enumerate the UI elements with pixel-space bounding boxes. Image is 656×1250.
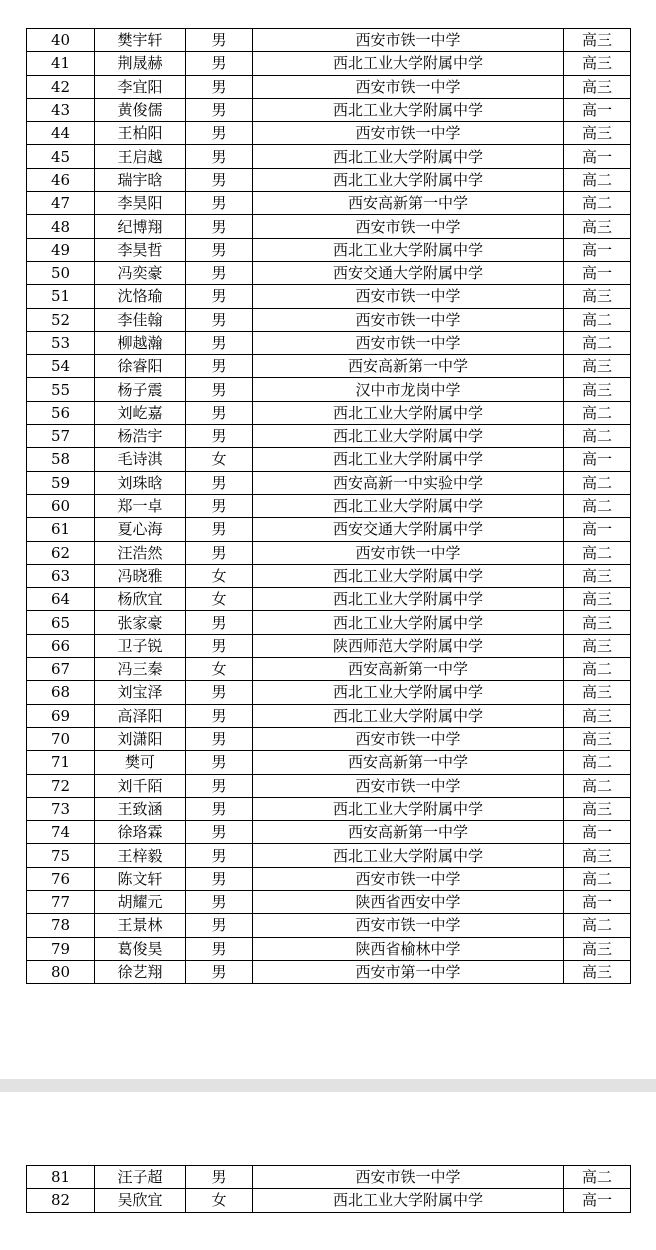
school-name-cell: 西安高新第一中学 — [253, 355, 564, 378]
student-name-cell: 李昊哲 — [95, 238, 186, 261]
student-name-cell: 黄俊儒 — [95, 98, 186, 121]
gender-cell: 男 — [186, 890, 253, 913]
student-name-cell: 王梓毅 — [95, 844, 186, 867]
gender-cell: 男 — [186, 797, 253, 820]
school-name-cell: 西安市铁一中学 — [253, 285, 564, 308]
gender-cell: 男 — [186, 494, 253, 517]
grade-level-cell: 高一 — [564, 1189, 631, 1212]
student-name-cell: 刘屹嘉 — [95, 401, 186, 424]
student-name-cell: 徐睿阳 — [95, 355, 186, 378]
gender-cell: 男 — [186, 29, 253, 52]
roster-table-body — [27, 1166, 631, 1213]
grade-level-cell: 高二 — [564, 541, 631, 564]
school-name-cell: 西北工业大学附属中学 — [253, 494, 564, 517]
row-number-cell: 68 — [27, 681, 95, 704]
school-name-cell: 西安市铁一中学 — [253, 867, 564, 890]
grade-level-cell: 高二 — [564, 192, 631, 215]
student-name-cell: 李佳翰 — [95, 308, 186, 331]
gender-cell: 男 — [186, 425, 253, 448]
table-row — [27, 29, 631, 52]
row-number-cell: 78 — [27, 914, 95, 937]
school-name-cell: 西北工业大学附属中学 — [253, 611, 564, 634]
table-row — [27, 727, 631, 750]
grade-level-cell: 高二 — [564, 168, 631, 191]
school-name-cell: 西安高新第一中学 — [253, 821, 564, 844]
school-name-cell: 西安市铁一中学 — [253, 75, 564, 98]
school-name-cell: 西北工业大学附属中学 — [253, 425, 564, 448]
row-number-cell: 60 — [27, 494, 95, 517]
row-number-cell: 76 — [27, 867, 95, 890]
student-name-cell: 王启越 — [95, 145, 186, 168]
table-row — [27, 261, 631, 284]
school-name-cell: 西安高新一中实验中学 — [253, 471, 564, 494]
row-number-cell: 64 — [27, 588, 95, 611]
school-name-cell: 西安市铁一中学 — [253, 1166, 564, 1189]
gender-cell: 男 — [186, 471, 253, 494]
grade-level-cell: 高二 — [564, 471, 631, 494]
row-number-cell: 56 — [27, 401, 95, 424]
grade-level-cell: 高一 — [564, 261, 631, 284]
row-number-cell: 66 — [27, 634, 95, 657]
student-name-cell: 纪博翔 — [95, 215, 186, 238]
student-name-cell: 刘宝泽 — [95, 681, 186, 704]
grade-level-cell: 高二 — [564, 914, 631, 937]
grade-level-cell: 高二 — [564, 494, 631, 517]
grade-level-cell: 高三 — [564, 704, 631, 727]
grade-level-cell: 高三 — [564, 285, 631, 308]
gender-cell: 男 — [186, 844, 253, 867]
student-name-cell: 郑一卓 — [95, 494, 186, 517]
table-row — [27, 774, 631, 797]
row-number-cell: 63 — [27, 564, 95, 587]
school-name-cell: 西安高新第一中学 — [253, 192, 564, 215]
row-number-cell: 74 — [27, 821, 95, 844]
school-name-cell: 陕西师范大学附属中学 — [253, 634, 564, 657]
grade-level-cell: 高二 — [564, 658, 631, 681]
gender-cell: 男 — [186, 308, 253, 331]
student-name-cell: 沈恪瑜 — [95, 285, 186, 308]
grade-level-cell: 高一 — [564, 238, 631, 261]
gender-cell: 女 — [186, 1189, 253, 1212]
table-row — [27, 844, 631, 867]
gender-cell: 女 — [186, 564, 253, 587]
table-row — [27, 751, 631, 774]
school-name-cell: 西安市铁一中学 — [253, 541, 564, 564]
table-row — [27, 355, 631, 378]
table-row — [27, 75, 631, 98]
student-name-cell: 王景林 — [95, 914, 186, 937]
grade-level-cell: 高三 — [564, 52, 631, 75]
table-row — [27, 821, 631, 844]
row-number-cell: 54 — [27, 355, 95, 378]
table-row — [27, 192, 631, 215]
school-name-cell: 西安高新第一中学 — [253, 751, 564, 774]
student-name-cell: 王致涵 — [95, 797, 186, 820]
row-number-cell: 75 — [27, 844, 95, 867]
gender-cell: 男 — [186, 867, 253, 890]
row-number-cell: 51 — [27, 285, 95, 308]
grade-level-cell: 高三 — [564, 215, 631, 238]
row-number-cell: 69 — [27, 704, 95, 727]
gender-cell: 男 — [186, 611, 253, 634]
row-number-cell: 40 — [27, 29, 95, 52]
table-row — [27, 425, 631, 448]
table-row — [27, 960, 631, 983]
gender-cell: 男 — [186, 122, 253, 145]
student-name-cell: 荆晟赫 — [95, 52, 186, 75]
table-row — [27, 541, 631, 564]
school-name-cell: 西安市铁一中学 — [253, 914, 564, 937]
row-number-cell: 44 — [27, 122, 95, 145]
gender-cell: 女 — [186, 658, 253, 681]
gender-cell: 男 — [186, 774, 253, 797]
gender-cell: 女 — [186, 448, 253, 471]
grade-level-cell: 高三 — [564, 611, 631, 634]
school-name-cell: 西北工业大学附属中学 — [253, 238, 564, 261]
student-name-cell: 王柏阳 — [95, 122, 186, 145]
gender-cell: 男 — [186, 75, 253, 98]
gender-cell: 男 — [186, 52, 253, 75]
gender-cell: 男 — [186, 634, 253, 657]
school-name-cell: 陕西省西安中学 — [253, 890, 564, 913]
table-row — [27, 914, 631, 937]
student-name-cell: 汪子超 — [95, 1166, 186, 1189]
student-name-cell: 樊可 — [95, 751, 186, 774]
student-name-cell: 胡耀元 — [95, 890, 186, 913]
row-number-cell: 45 — [27, 145, 95, 168]
grade-level-cell: 高三 — [564, 564, 631, 587]
grade-level-cell: 高二 — [564, 308, 631, 331]
grade-level-cell: 高二 — [564, 1166, 631, 1189]
gender-cell: 男 — [186, 914, 253, 937]
gender-cell: 男 — [186, 261, 253, 284]
student-name-cell: 张家豪 — [95, 611, 186, 634]
table-row — [27, 867, 631, 890]
table-row — [27, 704, 631, 727]
gender-cell: 男 — [186, 355, 253, 378]
school-name-cell: 西安交通大学附属中学 — [253, 261, 564, 284]
student-name-cell: 冯晓雅 — [95, 564, 186, 587]
grade-level-cell: 高三 — [564, 960, 631, 983]
grade-level-cell: 高三 — [564, 378, 631, 401]
grade-level-cell: 高三 — [564, 122, 631, 145]
grade-level-cell: 高一 — [564, 518, 631, 541]
gender-cell: 男 — [186, 238, 253, 261]
roster-table-page-1 — [26, 28, 631, 984]
school-name-cell: 汉中市龙岗中学 — [253, 378, 564, 401]
gender-cell: 男 — [186, 960, 253, 983]
row-number-cell: 73 — [27, 797, 95, 820]
row-number-cell: 82 — [27, 1189, 95, 1212]
row-number-cell: 67 — [27, 658, 95, 681]
row-number-cell: 77 — [27, 890, 95, 913]
student-name-cell: 李昊阳 — [95, 192, 186, 215]
row-number-cell: 62 — [27, 541, 95, 564]
student-name-cell: 刘潇阳 — [95, 727, 186, 750]
row-number-cell: 59 — [27, 471, 95, 494]
grade-level-cell: 高三 — [564, 727, 631, 750]
grade-level-cell: 高二 — [564, 867, 631, 890]
gender-cell: 男 — [186, 727, 253, 750]
table-row — [27, 448, 631, 471]
table-row — [27, 937, 631, 960]
school-name-cell: 西北工业大学附属中学 — [253, 52, 564, 75]
gender-cell: 男 — [186, 378, 253, 401]
grade-level-cell: 高一 — [564, 821, 631, 844]
row-number-cell: 41 — [27, 52, 95, 75]
student-name-cell: 刘珠晗 — [95, 471, 186, 494]
table-row — [27, 797, 631, 820]
student-name-cell: 杨欣宜 — [95, 588, 186, 611]
school-name-cell: 西北工业大学附属中学 — [253, 564, 564, 587]
table-row — [27, 681, 631, 704]
table-row — [27, 890, 631, 913]
grade-level-cell: 高一 — [564, 448, 631, 471]
table-row — [27, 168, 631, 191]
student-name-cell: 徐珞霖 — [95, 821, 186, 844]
table-row — [27, 122, 631, 145]
row-number-cell: 47 — [27, 192, 95, 215]
school-name-cell: 西北工业大学附属中学 — [253, 145, 564, 168]
gender-cell: 男 — [186, 215, 253, 238]
school-name-cell: 西北工业大学附属中学 — [253, 797, 564, 820]
grade-level-cell: 高二 — [564, 751, 631, 774]
grade-level-cell: 高三 — [564, 75, 631, 98]
student-name-cell: 徐艺翔 — [95, 960, 186, 983]
grade-level-cell: 高三 — [564, 588, 631, 611]
row-number-cell: 49 — [27, 238, 95, 261]
grade-level-cell: 高一 — [564, 145, 631, 168]
row-number-cell: 72 — [27, 774, 95, 797]
row-number-cell: 58 — [27, 448, 95, 471]
gender-cell: 男 — [186, 285, 253, 308]
student-name-cell: 夏心海 — [95, 518, 186, 541]
table-row — [27, 611, 631, 634]
gender-cell: 男 — [186, 331, 253, 354]
school-name-cell: 西北工业大学附属中学 — [253, 1189, 564, 1212]
gender-cell: 男 — [186, 751, 253, 774]
student-name-cell: 杨子震 — [95, 378, 186, 401]
student-name-cell: 樊宇轩 — [95, 29, 186, 52]
grade-level-cell: 高二 — [564, 425, 631, 448]
table-row — [27, 588, 631, 611]
gender-cell: 男 — [186, 1166, 253, 1189]
row-number-cell: 42 — [27, 75, 95, 98]
grade-level-cell: 高三 — [564, 355, 631, 378]
grade-level-cell: 高三 — [564, 797, 631, 820]
gender-cell: 男 — [186, 98, 253, 121]
grade-level-cell: 高一 — [564, 890, 631, 913]
school-name-cell: 西安市铁一中学 — [253, 122, 564, 145]
roster-table-body — [27, 29, 631, 984]
gender-cell: 男 — [186, 192, 253, 215]
student-name-cell: 刘千陌 — [95, 774, 186, 797]
gender-cell: 男 — [186, 821, 253, 844]
row-number-cell: 61 — [27, 518, 95, 541]
table-row — [27, 308, 631, 331]
student-name-cell: 杨浩宇 — [95, 425, 186, 448]
school-name-cell: 西安市铁一中学 — [253, 308, 564, 331]
row-number-cell: 79 — [27, 937, 95, 960]
school-name-cell: 西北工业大学附属中学 — [253, 448, 564, 471]
row-number-cell: 52 — [27, 308, 95, 331]
school-name-cell: 西安市铁一中学 — [253, 774, 564, 797]
table-row — [27, 401, 631, 424]
table-row — [27, 1166, 631, 1189]
school-name-cell: 西安市第一中学 — [253, 960, 564, 983]
grade-level-cell: 高三 — [564, 937, 631, 960]
grade-level-cell: 高二 — [564, 774, 631, 797]
school-name-cell: 西北工业大学附属中学 — [253, 98, 564, 121]
grade-level-cell: 高二 — [564, 401, 631, 424]
row-number-cell: 71 — [27, 751, 95, 774]
table-row — [27, 471, 631, 494]
row-number-cell: 55 — [27, 378, 95, 401]
row-number-cell: 70 — [27, 727, 95, 750]
row-number-cell: 48 — [27, 215, 95, 238]
row-number-cell: 81 — [27, 1166, 95, 1189]
row-number-cell: 57 — [27, 425, 95, 448]
student-name-cell: 高泽阳 — [95, 704, 186, 727]
table-row — [27, 215, 631, 238]
gender-cell: 男 — [186, 681, 253, 704]
gender-cell: 男 — [186, 704, 253, 727]
gender-cell: 男 — [186, 168, 253, 191]
table-row — [27, 98, 631, 121]
table-row — [27, 52, 631, 75]
grade-level-cell: 高三 — [564, 634, 631, 657]
table-row — [27, 331, 631, 354]
row-number-cell: 43 — [27, 98, 95, 121]
school-name-cell: 西北工业大学附属中学 — [253, 168, 564, 191]
table-row — [27, 634, 631, 657]
roster-table-page-2 — [26, 1165, 631, 1213]
student-name-cell: 葛俊昊 — [95, 937, 186, 960]
student-name-cell: 汪浩然 — [95, 541, 186, 564]
table-row — [27, 145, 631, 168]
school-name-cell: 西北工业大学附属中学 — [253, 681, 564, 704]
school-name-cell: 西安市铁一中学 — [253, 331, 564, 354]
school-name-cell: 西北工业大学附属中学 — [253, 588, 564, 611]
table-row — [27, 378, 631, 401]
gender-cell: 女 — [186, 588, 253, 611]
table-row — [27, 564, 631, 587]
gender-cell: 男 — [186, 145, 253, 168]
student-name-cell: 吴欣宜 — [95, 1189, 186, 1212]
row-number-cell: 50 — [27, 261, 95, 284]
table-row — [27, 518, 631, 541]
table-row — [27, 658, 631, 681]
school-name-cell: 西北工业大学附属中学 — [253, 401, 564, 424]
gender-cell: 男 — [186, 518, 253, 541]
school-name-cell: 西安市铁一中学 — [253, 215, 564, 238]
student-name-cell: 李宜阳 — [95, 75, 186, 98]
student-name-cell: 柳越瀚 — [95, 331, 186, 354]
student-name-cell: 卫子锐 — [95, 634, 186, 657]
school-name-cell: 西安市铁一中学 — [253, 727, 564, 750]
grade-level-cell: 高三 — [564, 29, 631, 52]
gender-cell: 男 — [186, 401, 253, 424]
school-name-cell: 西安交通大学附属中学 — [253, 518, 564, 541]
school-name-cell: 西北工业大学附属中学 — [253, 704, 564, 727]
grade-level-cell: 高三 — [564, 681, 631, 704]
table-row — [27, 1189, 631, 1212]
school-name-cell: 西北工业大学附属中学 — [253, 844, 564, 867]
student-name-cell: 冯奕豪 — [95, 261, 186, 284]
gender-cell: 男 — [186, 937, 253, 960]
student-name-cell: 陈文轩 — [95, 867, 186, 890]
row-number-cell: 46 — [27, 168, 95, 191]
row-number-cell: 53 — [27, 331, 95, 354]
table-row — [27, 285, 631, 308]
page-separator — [0, 1079, 656, 1092]
row-number-cell: 65 — [27, 611, 95, 634]
grade-level-cell: 高二 — [564, 331, 631, 354]
table-row — [27, 238, 631, 261]
student-name-cell: 瑞宇晗 — [95, 168, 186, 191]
school-name-cell: 西安高新第一中学 — [253, 658, 564, 681]
gender-cell: 男 — [186, 541, 253, 564]
table-row — [27, 494, 631, 517]
student-name-cell: 冯三秦 — [95, 658, 186, 681]
grade-level-cell: 高一 — [564, 98, 631, 121]
school-name-cell: 西安市铁一中学 — [253, 29, 564, 52]
student-name-cell: 毛诗淇 — [95, 448, 186, 471]
row-number-cell: 80 — [27, 960, 95, 983]
school-name-cell: 陕西省榆林中学 — [253, 937, 564, 960]
grade-level-cell: 高三 — [564, 844, 631, 867]
